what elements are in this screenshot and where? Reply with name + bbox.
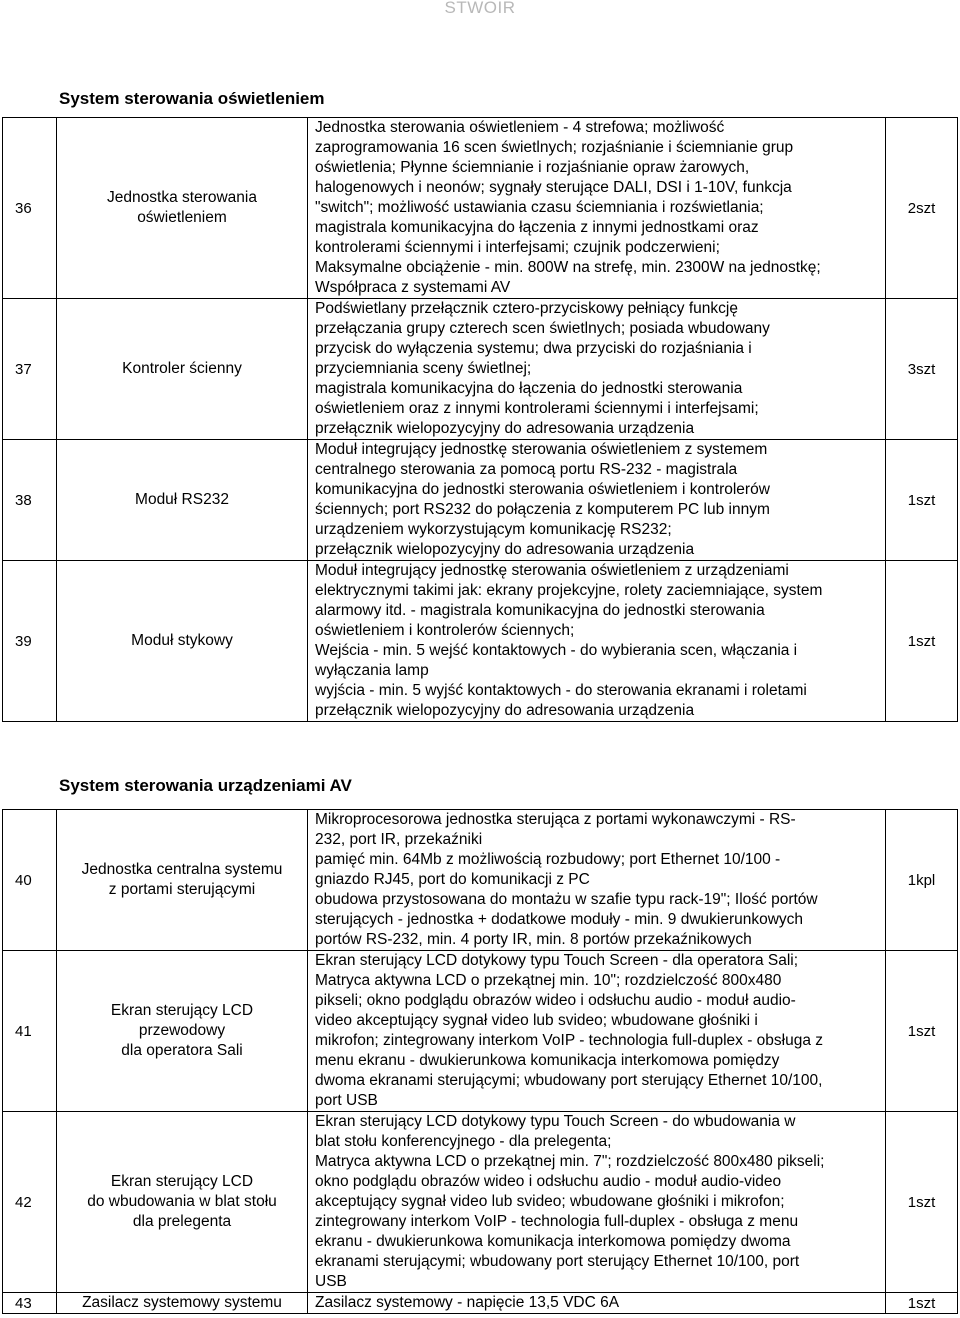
description-line: obudowa przystosowana do montażu w szafie typu rack-19"; Ilość portów xyxy=(315,891,818,908)
row-number: 43 xyxy=(3,1293,57,1314)
item-name-line: Ekran sterujący LCD xyxy=(110,1173,254,1190)
description-line: oświetleniem oraz z innymi kontrolerami ściennymi i interfejsami; xyxy=(315,400,759,417)
item-name-line: do wbudowania w blat stołu xyxy=(87,1193,277,1210)
description-line: ekranu - dwukierunkowa komunikacja interkomowa pomiędzy dwoma xyxy=(315,1233,791,1250)
item-description xyxy=(308,118,886,299)
item-description xyxy=(308,440,886,561)
description-line: Moduł integrujący jednostkę sterowania oświetleniem z systemem xyxy=(315,441,768,458)
item-quantity: 1szt xyxy=(886,1112,958,1293)
table-row xyxy=(3,440,958,561)
item-description xyxy=(308,1293,886,1314)
row-number: 41 xyxy=(3,951,57,1112)
description-line: Ekran sterujący LCD dotykowy typu Touch Screen - do wbudowania w xyxy=(315,1113,796,1130)
table-row xyxy=(3,810,958,951)
description-line: Podświetlany przełącznik cztero-przyciskowy pełniący funkcję xyxy=(315,300,738,317)
item-quantity: 2szt xyxy=(886,118,958,299)
description-line: portów RS-232, min. 4 porty IR, min. 8 portów przekaźnikowych xyxy=(315,931,752,948)
description-line: przycisk do wyłączenia systemu; dwa przyciski do rozjaśniania i xyxy=(315,340,752,357)
description-line: centralnego sterowania za pomocą portu RS-232 - magistrala xyxy=(315,461,738,478)
description-line: Współpraca z systemami AV xyxy=(315,279,511,296)
description-line: alarmowy itd. - magistrala komunikacyjna do jednostki sterowania xyxy=(315,602,765,619)
description-line: Mikroprocesorowa jednostka sterująca z portami wykonawczymi - RS- xyxy=(315,811,796,828)
description-line: magistrala komunikacyjna do łączenia z innymi jednostkami oraz xyxy=(315,219,759,236)
section-title-av: System sterowania urządzeniami AV xyxy=(59,776,352,795)
av-spec-table xyxy=(2,809,958,1314)
table-row xyxy=(3,118,958,299)
description-line: przełączania grupy czterech scen świetlnych; posiada wbudowany xyxy=(315,320,770,337)
item-quantity: 1szt xyxy=(886,561,958,722)
row-number: 40 xyxy=(3,810,57,951)
item-description xyxy=(308,951,886,1112)
description-line: Matryca aktywna LCD o przekątnej min. 10"; rozdzielczość 800x480 xyxy=(315,972,782,989)
item-name xyxy=(57,299,308,440)
description-line: blat stołu konferencyjnego - dla prelegenta; xyxy=(315,1133,612,1150)
description-line: Moduł integrujący jednostkę sterowania oświetleniem z urządzeniami xyxy=(315,562,789,579)
description-line: wyjścia - min. 5 wyjść kontaktowych - do sterowania ekranami i roletami xyxy=(315,682,807,699)
description-line: przyciemniania sceny świetlnej; xyxy=(315,360,532,377)
table-row xyxy=(3,951,958,1112)
description-line: oświetleniem i kontrolerów ściennych; xyxy=(315,622,575,639)
item-name-line: Ekran sterujący LCD xyxy=(110,1002,254,1019)
row-number: 42 xyxy=(3,1112,57,1293)
description-line: urządzeniem wykorzystującym komunikację RS232; xyxy=(315,521,672,538)
description-line: akceptujący sygnał video lub svideo; wbudowane głośniki i mikrofon; xyxy=(315,1193,785,1210)
item-name-line: dla prelegenta xyxy=(132,1213,232,1230)
item-name xyxy=(57,810,308,951)
lighting-spec-table xyxy=(2,117,958,722)
description-line: dwoma ekranami sterującymi; wbudowany port sterujący Ethernet 10/100, xyxy=(315,1072,823,1089)
table-row xyxy=(3,1112,958,1293)
description-line: ściennych; port RS232 do połączenia z komputerem PC lub innym xyxy=(315,501,770,518)
description-line: sterujących - jednostka + dodatkowe moduły - min. 9 dwukierunkowych xyxy=(315,911,804,928)
description-line: Zasilacz systemowy - napięcie 13,5 VDC 6A xyxy=(315,1294,620,1311)
row-number: 37 xyxy=(3,299,57,440)
description-line: ekranami sterującymi; wbudowany port sterujący Ethernet 10/100, port xyxy=(315,1253,800,1270)
description-line: wyłączania lamp xyxy=(315,662,429,679)
description-line: kontrolerami ściennymi i interfejsami; czujnik podczerwieni; xyxy=(315,239,720,256)
item-name-line: Kontroler ścienny xyxy=(122,360,242,377)
description-line: menu ekranu - dwukierunkowa komunikacja interkomowa pomiędzy xyxy=(315,1052,780,1069)
description-line: Jednostka sterowania oświetleniem - 4 strefowa; możliwość xyxy=(315,119,725,136)
item-description xyxy=(308,810,886,951)
item-description xyxy=(308,561,886,722)
description-line: "switch"; możliwość ustawiania czasu ściemniania i rozświetlania; xyxy=(315,199,764,216)
description-line: Matryca aktywna LCD o przekątnej min. 7"; rozdzielczość 800x480 pikseli; xyxy=(315,1153,825,1170)
description-line: USB xyxy=(315,1273,347,1290)
description-line: przełącznik wielopozycyjny do adresowania urządzenia xyxy=(315,420,695,437)
item-name-line: dla operatora Sali xyxy=(121,1042,243,1059)
description-line: port USB xyxy=(315,1092,378,1109)
description-line: pamięć min. 64Mb z możliwością rozbudowy; port Ethernet 10/100 - xyxy=(315,851,781,868)
item-quantity: 3szt xyxy=(886,299,958,440)
description-line: zaprogramowania 16 scen świetlnych; rozjaśnianie i ściemnianie grup xyxy=(315,139,794,156)
item-quantity: 1szt xyxy=(886,440,958,561)
description-line: okno podglądu obrazów wideo i odsłuchu audio - moduł audio-video xyxy=(315,1173,782,1190)
item-quantity: 1kpl xyxy=(886,810,958,951)
description-line: gniazdo RJ45, port do komunikacji z PC xyxy=(315,871,590,888)
item-name-line: Zasilacz systemowy systemu xyxy=(82,1294,282,1311)
item-name xyxy=(57,1112,308,1293)
description-line: video akceptujący sygnał video lub svideo; wbudowane głośniki i xyxy=(315,1012,758,1029)
item-name-line: Moduł RS232 xyxy=(135,491,229,508)
item-description xyxy=(308,299,886,440)
item-quantity: 1szt xyxy=(886,951,958,1112)
item-quantity: 1szt xyxy=(886,1293,958,1314)
description-line: przełącznik wielopozycyjny do adresowania urządzenia xyxy=(315,541,695,558)
item-name-line: oświetleniem xyxy=(137,209,227,226)
section-title-lighting: System sterowania oświetleniem xyxy=(59,89,325,108)
description-line: halogenowych i neonów; sygnały sterujące DALI, DSI i 1-10V, funkcja xyxy=(315,179,792,196)
description-line: przełącznik wielopozycyjny do adresowania urządzenia xyxy=(315,702,695,719)
description-line: pikseli; okno podglądu obrazów wideo i odsłuchu audio - moduł audio- xyxy=(315,992,796,1009)
description-line: Maksymalne obciążenie - min. 800W na strefę, min. 2300W na jednostkę; xyxy=(315,259,821,276)
item-name-line: przewodowy xyxy=(138,1022,226,1039)
row-number: 36 xyxy=(3,118,57,299)
description-line: komunikacyjna do jednostki sterowania oświetleniem i kontrolerów xyxy=(315,481,770,498)
description-line: magistrala komunikacyjna do łączenia do jednostki sterowania xyxy=(315,380,743,397)
item-name-line: Jednostka sterowania xyxy=(107,189,257,206)
watermark-text: STWOIR xyxy=(444,0,516,17)
description-line: 232, port IR, przekaźniki xyxy=(315,831,483,848)
item-name xyxy=(57,440,308,561)
description-line: mikrofon; zintegrowany interkom VoIP - technologia full-duplex - obsługa z xyxy=(315,1032,824,1049)
row-number: 38 xyxy=(3,440,57,561)
description-line: oświetlenia; Płynne ściemnianie i rozjaśnianie opraw żarowych, xyxy=(315,159,750,176)
description-line: zintegrowany interkom VoIP - technologia full-duplex - obsługa z menu xyxy=(315,1213,799,1230)
item-name-line: Moduł stykowy xyxy=(131,632,233,649)
item-name xyxy=(57,561,308,722)
description-line: Wejścia - min. 5 wejść kontaktowych - do wybierania scen, włączania i xyxy=(315,642,798,659)
item-name xyxy=(57,1293,308,1314)
item-name xyxy=(57,951,308,1112)
item-name-line: Jednostka centralna systemu xyxy=(81,861,283,878)
item-name-line: z portami sterującymi xyxy=(108,881,256,898)
table-row xyxy=(3,299,958,440)
table-row xyxy=(3,1293,958,1314)
item-description xyxy=(308,1112,886,1293)
description-line: Ekran sterujący LCD dotykowy typu Touch Screen - dla operatora Sali; xyxy=(315,952,799,969)
item-name xyxy=(57,118,308,299)
table-row xyxy=(3,561,958,722)
row-number: 39 xyxy=(3,561,57,722)
description-line: elektrycznymi takimi jak: ekrany projekcyjne, rolety zaciemniające, system xyxy=(315,582,823,599)
